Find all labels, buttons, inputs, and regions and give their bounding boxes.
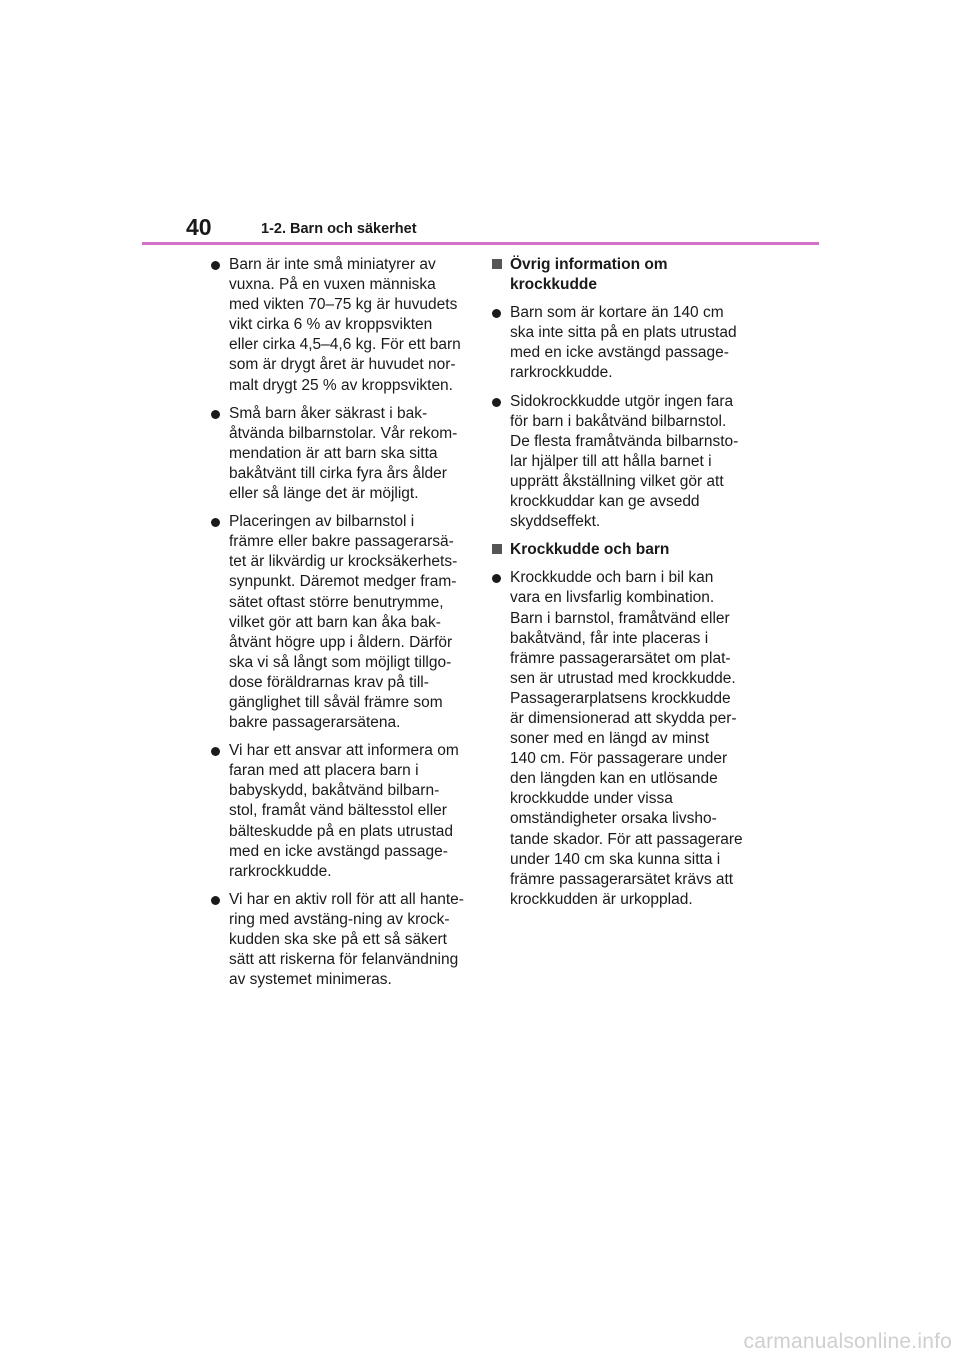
watermark: carmanualsonline.info (743, 1330, 952, 1353)
bullet-dot-icon (211, 261, 220, 270)
square-marker-icon (492, 259, 502, 269)
bullet-dot-icon (211, 410, 220, 419)
bullet-item (210, 512, 472, 733)
bullet-dot-icon (492, 309, 501, 318)
bullet-text: Sidokrockkudde utgör ingen fara för barn i bakåtvänd bilbarnstol. De flesta framåtvända bilbarnsto- lar hjälper till att hålla barnet i upprätt åkställning vilket gör att krockkuddar kan ge avsedd skyddseffekt. (510, 392, 739, 531)
bullet-text: Vi har ett ansvar att informera om faran med att placera barn i babyskydd, bakåtvänd bilbarn- stol, framåt vänd bältesstol eller bälteskudde på en plats utrustad med en icke avstängd passage- rarkrockkudde. (229, 742, 459, 880)
bullet-item (491, 568, 753, 910)
right-column (491, 255, 753, 918)
left-column (210, 255, 472, 998)
heading-text: Krockkudde och barn (510, 541, 670, 559)
subsection-heading (491, 540, 753, 560)
header-divider (142, 242, 819, 245)
bullet-item (491, 303, 753, 383)
bullet-dot-icon (492, 398, 501, 407)
bullet-dot-icon (211, 896, 220, 905)
bullet-item (210, 741, 472, 882)
bullet-text: Barn är inte små miniatyrer av vuxna. På en vuxen människa med vikten 70–75 kg är huvudets vikt cirka 6 % av kroppsvikten eller cirka 4,5–4,6 kg. För ett barn som är drygt året är huvudet nor- malt drygt 25 % av kroppsvikten. (229, 256, 461, 394)
bullet-text: Krockkudde och barn i bil kan vara en livsfarlig kombination. Barn i barnstol, framåtvänd eller bakåtvänd, får inte placeras i främre passagerarsätet om plat- sen är utrustad med krockkudde. Passagerarplatsens krockkudde är dimensionerad att skydda per- soner med en längd av minst 140 cm. För passagerare under den längden kan en utlösande krockkudde under vissa omständigheter orsaka livsho- tande skador. För att passagerare under 140 cm ska kunna sitta i främre passagerarsätet krävs att krockkudden är urkopplad. (510, 569, 743, 908)
bullet-item (210, 404, 472, 504)
bullet-text: Vi har en aktiv roll för att all hante- ring med avstäng-ning av krock- kudden ska ske på ett så säkert sätt att riskerna för felanvändning av systemet minimeras. (229, 890, 464, 989)
square-marker-icon (492, 544, 502, 554)
section-title: 1-2. Barn och säkerhet (261, 221, 417, 237)
bullet-item (210, 890, 472, 990)
bullet-text: Placeringen av bilbarnstol i främre eller bakre passagerarsä- tet är likvärdig ur krocksäkerhets- synpunkt. Däremot medger fram- sätet oftast större benutrymme, vilket gör att barn kan åka bak- åtvänt högre upp i åldern. Därför ska vi så långt som möjligt tillgo- dose föräldrarnas krav på till- gänglighet till såväl främre som bakre passagerarsätena. (229, 513, 458, 732)
page-number: 40 (186, 214, 212, 240)
subsection-heading (491, 255, 753, 295)
bullet-dot-icon (211, 518, 220, 527)
bullet-text: Små barn åker säkrast i bak- åtvända bilbarnstolar. Vår rekom- mendation är att barn ska sitta bakåtvänt till cirka fyra års ålder eller så länge det är möjligt. (229, 404, 458, 503)
bullet-item (210, 255, 472, 396)
bullet-item (491, 392, 753, 533)
heading-text: Övrig information om krockkudde (510, 256, 668, 294)
bullet-dot-icon (211, 747, 220, 756)
bullet-text: Barn som är kortare än 140 cm ska inte sitta på en plats utrustad med en icke avstängd passage- rarkrockkudde. (510, 304, 737, 382)
bullet-dot-icon (492, 574, 501, 583)
